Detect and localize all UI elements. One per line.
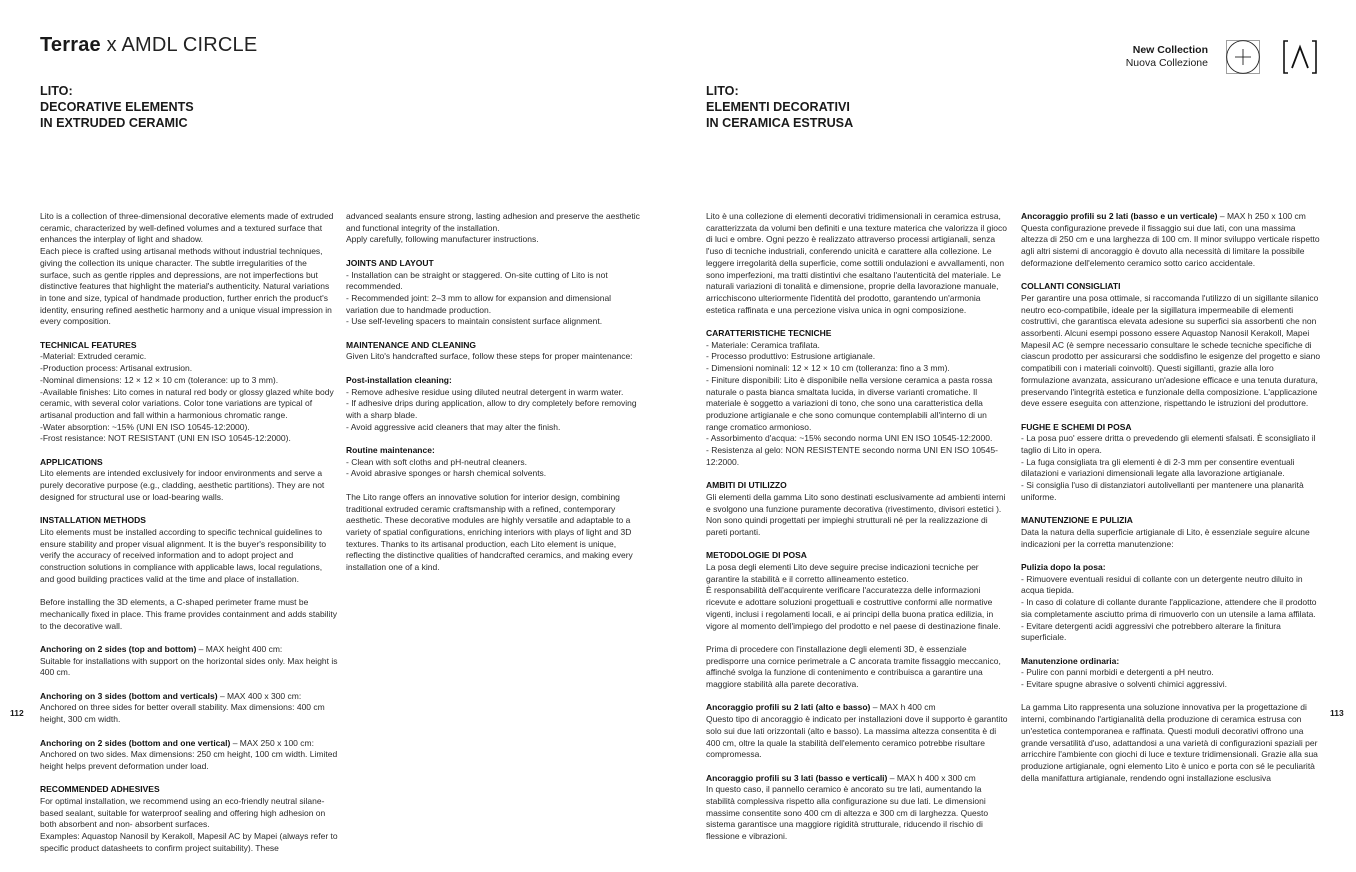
text-block	[40, 340, 338, 445]
text-block	[706, 644, 1008, 691]
section-heading: CARATTERISTICHE TECNICHE	[706, 328, 832, 339]
lead-text: Ancoraggio profili su 2 lati (basso e un verticale)	[1021, 211, 1218, 221]
body-text: The Lito range offers an innovative solution for interior design, combining traditional extruded ceramic craftsmanship with a refined, contemporary aesthetic. These decorative modules are highly versatile and adaptable to a variety of spatial configurations, enriching interiors with plays of light and 3D textures. Thanks to its artisanal production, each Lito element is unique, reflecting the distinctive qualities of handcrafted ceramics, and making every installation one of a kind.	[346, 491, 633, 573]
body-text: - Remove adhesive residue using diluted neutral detergent in warm water. - If adhesive drips during application, allow to dry completely before removing with a sharp blade. - Avoid aggressive acid cleaners that may alter the finish.	[346, 386, 637, 432]
page-number-right: 113	[1330, 708, 1344, 718]
right-page-column-2	[1021, 211, 1323, 784]
body-text: Gli elementi della gamma Lito sono destinati esclusivamente ad ambienti interni e svolgono una funzione puramente decorativa (rivestimento, divisori estetici ). Non sono quindi progettati per impieghi strutturali né per la realizzazione di pareti portanti.	[706, 491, 1006, 537]
body-text: – MAX 250 x 100 cm: Anchored on two sides. Max dimensions: 250 cm height, 100 cm width. Limited height helps prevent deformation under load.	[40, 737, 338, 771]
text-block	[40, 515, 338, 585]
text-block	[706, 480, 1008, 539]
lead-text: Ancoraggio profili su 2 lati (alto e basso)	[706, 702, 871, 713]
text-block	[706, 211, 1008, 316]
body-text: – MAX h 250 x 100 cm Questa configurazione prevede il fissaggio sui due lati, con una massima altezza di 250 cm e una larghezza di 100 cm. Il minor sviluppo verticale rispetto agli altri sistemi di ancoraggio è dovuto alla necessità di limitare la possibile deformazione dell'elemento ceramico sotto carico accidentale.	[1021, 211, 1320, 268]
body-text: Lito elements are intended exclusively for indoor environments and serve a purely decorative purpose (e.g., cladding, aesthetic partitions). They are not designed for structural use or load-bearing walls.	[40, 468, 325, 502]
body-text: Data la natura della superficie artigianale di Lito, è essenziale seguire alcune indicazioni per la corretta manutenzione:	[1021, 526, 1310, 549]
new-collection-en: New Collection	[1132, 44, 1208, 56]
body-text: - Materiale: Ceramica trafilata. - Processo produttivo: Estrusione artigianale. - Dimensioni nominali: 12 × 12 × 10 cm (tolleranza: fino a 3 mm). - Finiture disponibili: Lito è disponibile nella versione ceramica a pasta rossa naturale o pasta bianca smaltata lucida, in diverse varianti cromatiche. Il materiale è soggetto a variazioni di tono, che sono una caratteristica della produzione artigianale e che sono comunque contemplabili all'interno di un range cromatico armonioso. - Assorbimento d'acqua: ~15% secondo norma UNI EN ISO 10545-12:2000. - Resistenza al gelo: NON RESISTENTE secondo norma UNI EN ISO 10545-12:2000.	[706, 339, 998, 467]
text-block	[346, 445, 644, 480]
text-block	[346, 375, 644, 434]
bracket-caret-logo-icon	[1283, 40, 1317, 74]
body-text: – MAX height 400 cm: Suitable for installations with support on the horizontal sides only. Max height is 400 cm.	[40, 643, 338, 678]
left-page-column-1	[40, 211, 338, 855]
section-heading: INSTALLATION METHODS	[40, 515, 146, 526]
section-heading: APPLICATIONS	[40, 456, 103, 467]
text-block	[1021, 656, 1323, 691]
text-block	[346, 211, 644, 246]
text-block	[40, 738, 338, 773]
body-text: Before installing the 3D elements, a C-shaped perimeter frame must be mechanically fixed in place. This frame provides containment and adds stability to the decorative wall.	[40, 597, 338, 631]
body-text: Lito is a collection of three-dimensional decorative elements made of extruded ceramic, characterized by well-defined volumes and a textured surface that enhances the interplay of light and shadow. Each piece is crafted using artisanal methods without industrial techniques, giving the collection its unique character. The subtle irregularities of the surface, such as gentle ripples and depressions, are not imperfections but distinctive features that highlight the material's authenticity. Natural variations in tone and size, typical of handmade production, further enrich the product's identity, ensuring refined aesthetic harmony and a unique visual impression in every composition.	[40, 211, 334, 327]
body-text: - Pulire con panni morbidi e detergenti a pH neutro. - Evitare spugne abrasive o solventi chimici aggressivi.	[1021, 667, 1227, 690]
section-heading: MAINTENANCE AND CLEANING	[346, 339, 477, 350]
body-text: Lito è una collezione di elementi decorativi tridimensionali in ceramica estrusa, caratterizzata da volumi ben definiti e una texture materica che valorizza il gioco di luci e ombre. Ogni pezzo è realizzato attraverso processi artigianali, senza l'uso di tecniche industriali, conferendo unicità e carattere alla collezione. Le leggere irregolarità della superficie, come sottili ondulazioni e avvallamenti, non sono imperfezioni, ma tratti distintivi che esaltano l'autenticità del materiale. Le naturali variazioni di tonalità e dimensione, proprie della lavorazione manuale, arricchiscono ulteriormente l'identità del prodotto, garantendo un'armonia estetica raffinata e una percezione visiva unica in ogni composizione.	[706, 211, 1007, 315]
right-section-title: LITO: ELEMENTI DECORATIVI IN CERAMICA ESTRUSA	[706, 84, 854, 130]
section-heading: MANUTENZIONE E PULIZIA	[1021, 515, 1133, 526]
subsection-heading: Pulizia dopo la posa:	[1021, 562, 1106, 573]
text-block	[706, 773, 1008, 843]
body-text: Per garantire una posa ottimale, si raccomanda l'utilizzo di un sigillante silanico neutro eco-compatibile, ideale per la sigillatura impermeabile di elementi costruttivi, che garantisca elevata adesione su superfici sia assorbenti che non assorbenti. Alcuni esempi possono essere Aquastop Nanosil Kerakoll, Mapei Mapesil AC (è sempre necessario consultare le schede tecniche specifiche di ciascun prodotto per assicurarsi che soddisfino le esigenze del progetto e siano compatibili con i materiali coinvolti). Questi sigillanti, grazie alla loro formulazione avanzata, assicurano un'adesione efficace e una tenuta duratura, preservando l'integrità estetica e funzionale della composizione. L'applicazione deve essere eseguita con attenzione, rispettando le istruzioni del produttore.	[1021, 292, 1321, 409]
right-page-column-1	[706, 211, 1008, 843]
section-heading: METODOLOGIE DI POSA	[706, 550, 807, 561]
left-section-title: LITO: DECORATIVE ELEMENTS IN EXTRUDED CERAMIC	[40, 84, 194, 130]
text-block	[346, 492, 644, 574]
lead-text: Anchoring on 3 sides (bottom and verticals)	[40, 690, 218, 701]
body-text: Prima di procedere con l'installazione degli elementi 3D, è essenziale predisporre una cornice perimetrale a C ancorata tramite fissaggio meccanico, affinché svolga la funzione di contenimento e contribuisca a garantire una maggiore stabilità alla parete decorativa.	[706, 643, 1001, 690]
subsection-heading: Manutenzione ordinaria:	[1021, 655, 1120, 666]
text-block	[706, 328, 1008, 468]
text-block	[1021, 211, 1323, 270]
text-block	[40, 644, 338, 679]
subsection-heading: Post-installation cleaning:	[346, 374, 452, 385]
body-text: - Rimuovere eventuali residui di collante con un detergente neutro diluito in acqua tiepida. - In caso di colature di collante durante l'applicazione, attendere che il prodotto sia completamente asciutto prima di rimuoverlo con un utensile a lama affilata. - Evitare detergenti acidi aggressivi che potrebbero alterare la finitura superficiale.	[1021, 573, 1317, 643]
section-heading: TECHNICAL FEATURES	[40, 339, 137, 350]
subsection-heading: Routine maintenance:	[346, 445, 435, 455]
body-text: – MAX h 400 cm Questo tipo di ancoraggio è indicato per installazioni dove il supporto è garantito solo sui due lati orizzontali (alto e basso). La massima altezza consentita è di 400 cm, oltre la quale la stabilità dell'elemento ceramico potrebbe risultare compromessa.	[706, 702, 1008, 760]
text-block	[706, 702, 1008, 761]
lead-text: Anchoring on 2 sides (bottom and one vertical)	[40, 737, 231, 748]
text-block	[40, 784, 338, 854]
body-text: advanced sealants ensure strong, lasting adhesion and preserve the aesthetic and functional integrity of the installation. Apply carefully, following manufacturer instructions.	[346, 211, 640, 245]
text-block	[40, 691, 338, 726]
text-block	[40, 457, 338, 504]
body-text: – MAX h 400 x 300 cm In questo caso, il pannello ceramico è ancorato su tre lati, aumentando la stabilità complessiva rispetto alla configurazione su due lati. Le dimensioni massime consentite sono 400 cm di altezza e 300 cm di larghezza. Questo sistema garantisce una maggiore rigidità strutturale, riducendo il rischio di flessione e vibrazioni.	[706, 772, 989, 842]
body-text: - Installation can be straight or staggered. On-site cutting of Lito is not recommended. - Recommended joint: 2–3 mm to allow for expansion and dimensional variation due to handmade production. - Use self-leveling spacers to maintain consistent surface alignment.	[346, 269, 612, 327]
lead-text: Ancoraggio profili su 3 lati (basso e verticali)	[706, 772, 888, 783]
text-block	[706, 550, 1008, 632]
brand-title	[40, 34, 257, 57]
text-block	[1021, 562, 1323, 644]
left-page-column-2	[346, 211, 644, 574]
body-text: La gamma Lito rappresenta una soluzione innovativa per la progettazione di interni, combinando l'artigianalità della produzione di ceramica estrusa con un'estetica contemporanea e raffinata. Questi moduli decorativi offrono una grande versatilità d'uso, adattandosi a una varietà di configurazioni spaziali per arricchire l'ambiente con giochi di luce e texture tridimensionali. Grazie alla sua produzione artigianale, ogni elemento Lito è unico e porta con sé le peculiarità della manifattura artigianale, rendendo ogni installazione esclusiva	[1021, 702, 1318, 783]
new-collection-it: Nuova Collezione	[1125, 57, 1208, 69]
body-text: Given Lito's handcrafted surface, follow these steps for proper maintenance:	[346, 351, 633, 362]
text-block	[1021, 281, 1323, 410]
section-heading: RECOMMENDED ADHESIVES	[40, 784, 160, 795]
circle-plus-logo-icon	[1226, 40, 1260, 74]
text-block	[40, 597, 338, 632]
body-text: - La posa puo' essere dritta o prevedendo gli elementi sfalsati. È sconsigliato il taglio di Lito in opera. - La fuga consigliata tra gli elementi è di 2-3 mm per consentire eventuali dilatazioni e variazioni dimensionali legate alla lavorazione artigianale. - Si consiglia l'uso di distanziatori autolivellanti per mantenere una planarità uniforme.	[1021, 433, 1316, 502]
text-block	[346, 340, 644, 363]
body-text: La posa degli elementi Lito deve seguire precise indicazioni tecniche per garantire la stabilità e il corretto allineamento estetico. È responsabilità dell'acquirente verificare l'accuratezza delle informazioni ricevute e adottare soluzioni progettuali e costruttive conformi alle normative vigenti, inclusi i regolamenti locali, e ai principi della buona pratica edilizia, in vigore al momento dell'impiego del prodotto e nel paese di destinazione finale.	[706, 562, 1001, 631]
page-number-left: 112	[10, 708, 24, 718]
text-block	[1021, 422, 1323, 504]
text-block	[1021, 702, 1323, 784]
body-text: - Clean with soft cloths and pH-neutral cleaners. - Avoid abrasive sponges or harsh chemical solvents.	[346, 456, 547, 479]
new-collection-label	[1126, 44, 1208, 70]
section-heading: FUGHE E SCHEMI DI POSA	[1021, 421, 1132, 432]
brand-name: Terrae	[40, 34, 101, 56]
section-heading: COLLANTI CONSIGLIATI	[1021, 281, 1121, 292]
section-heading: AMBITI DI UTILIZZO	[706, 480, 787, 491]
section-heading: JOINTS AND LAYOUT	[346, 257, 434, 268]
text-block	[40, 211, 338, 328]
text-block	[1021, 515, 1323, 550]
body-text: -Material: Extruded ceramic. -Production process: Artisanal extrusion. -Nominal dimensions: 12 × 12 × 10 cm (tolerance: up to 3 mm). -Available finishes: Lito comes in natural red body or glossy glazed white body ceramic, with several color variations. Color tone variations are typical of artisanal production and fall within a harmonious chromatic range. -Water absorption: ~15% (UNI EN ISO 10545-12:2000). -Frost resistance: NOT RESISTANT (UNI EN ISO 10545-12:2000).	[40, 351, 334, 444]
body-text: For optimal installation, we recommend using an eco-friendly neutral silane-based sealant, suitable for waterproof sealing and offering high adhesion on both absorbent and non- absorbent surfaces. Examples: Aquastop Nanosil by Kerakoll, Mapesil AC by Mapei (always refer to specific product datasheets to confirm project suitability). These	[40, 796, 338, 853]
body-text: Lito elements must be installed according to specific technical guidelines to ensure stability and proper visual alignment. It is the buyer's responsibility to verify the accuracy of received information and to adopt project and construction solutions in compliance with applicable laws, local regulations, and good building practices valid at the time and place of installation.	[40, 526, 327, 584]
text-block	[346, 258, 644, 328]
body-text: – MAX 400 x 300 cm: Anchored on three sides for better overall stability. Max dimensions: 400 cm height, 300 cm width.	[40, 690, 325, 725]
brand-collab: x AMDL CIRCLE	[100, 34, 258, 56]
lead-text: Anchoring on 2 sides (top and bottom)	[40, 643, 197, 654]
